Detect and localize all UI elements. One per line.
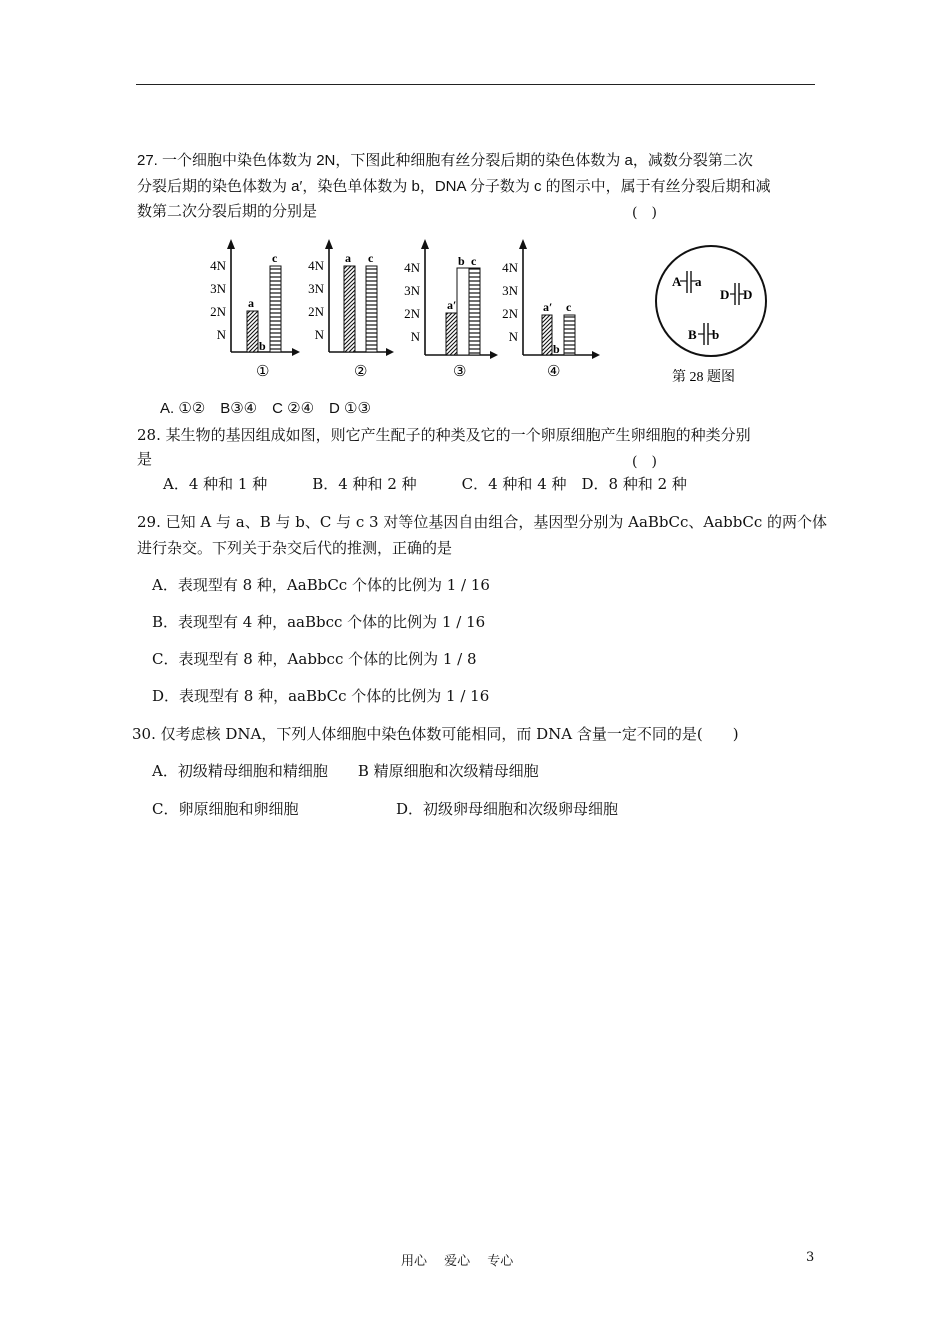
page-number: 3 — [806, 1250, 815, 1265]
chart3-label-b: b — [458, 254, 465, 268]
q28-answer-paren: ( ) — [632, 454, 657, 470]
chart2-bar-c — [366, 266, 377, 352]
q27-q28-figure — [190, 235, 790, 395]
chart3-label-c: c — [471, 254, 477, 268]
header-rule — [136, 84, 815, 85]
chart1-tick-4n: 4N — [210, 258, 226, 273]
chart-1 — [210, 239, 300, 380]
chart3-tick-n: N — [410, 329, 420, 344]
chart1-bar-a — [247, 311, 258, 352]
chart4-tick-3n: 3N — [502, 283, 518, 298]
cell-gene-B: B — [688, 327, 697, 342]
cell-diagram — [656, 246, 766, 385]
chart4-tick-4n: 4N — [502, 260, 518, 275]
chart1-tick-3n: 3N — [210, 281, 226, 296]
q29-option-c: C．表现型有 8 种，Aabbcc 个体的比例为 1 / 8 — [152, 650, 477, 668]
chart2-label-c: c — [368, 251, 374, 265]
cell-gene-D-left: D — [720, 287, 730, 302]
chart1-label-c: c — [272, 251, 278, 265]
cell-gene-b: b — [712, 327, 720, 342]
chart-3 — [404, 239, 498, 380]
chart-2 — [308, 239, 394, 380]
q30-option-ab: A．初级精母细胞和精细胞 B 精原细胞和次级精母细胞 — [152, 762, 539, 780]
chart3-bar-a — [446, 313, 457, 355]
chart3-number: ③ — [453, 364, 467, 380]
chart1-tick-2n: 2N — [210, 304, 226, 319]
chart4-tick-n: N — [508, 329, 518, 344]
chart1-number: ① — [256, 364, 270, 380]
q27-line2: 分裂后期的染色体数为 a′，染色单体数为 b，DNA 分子数为 c 的图示中，属于有丝分裂后期和减 — [137, 178, 771, 195]
q27-answer-paren: ( ) — [632, 205, 657, 221]
chart3-tick-3n: 3N — [404, 283, 420, 298]
q28-line1: 28. 某生物的基因组成如图，则它产生配子的种类及它的一个卵原细胞产生卵细胞的种类分别 — [137, 426, 751, 444]
chart-4 — [502, 239, 600, 380]
q29-option-d: D．表现型有 8 种，aaBbCc 个体的比例为 1 / 16 — [152, 687, 490, 705]
chart4-bar-c — [564, 315, 575, 355]
chart3-bar-c — [469, 268, 480, 355]
chart3-label-a: a′ — [447, 298, 457, 312]
footer-motto: 用心 爱心 专心 — [401, 1254, 514, 1269]
cell-caption: 第 28 题图 — [672, 370, 735, 385]
q30-line1: 30. 仅考虑核 DNA，下列人体细胞中染色体数可能相同，而 DNA 含量一定不同的是( ) — [132, 725, 739, 743]
q29-option-b: B．表现型有 4 种，aaBbcc 个体的比例为 1 / 16 — [152, 613, 486, 631]
q30-option-c: C．卵原细胞和卵细胞 — [152, 800, 299, 818]
q27-line3: 数第二次分裂后期的分别是 — [137, 202, 318, 220]
chart1-label-b: b — [259, 339, 266, 353]
chart4-label-b: b — [553, 342, 560, 356]
chart4-number: ④ — [547, 364, 561, 380]
q29-line1: 29. 已知 A 与 a、B 与 b、C 与 c 3 对等位基因自由组合，基因型分别为 AaBbCc、AabbCc 的两个体 — [137, 513, 828, 531]
q29-line2: 进行杂交。下列关于杂交后代的推测，正确的是 — [137, 539, 453, 557]
q29-option-a: A．表现型有 8 种，AaBbCc 个体的比例为 1 / 16 — [152, 576, 490, 594]
q30-option-d: D．初级卵母细胞和次级卵母细胞 — [396, 800, 619, 818]
chart4-bar-a — [542, 315, 552, 355]
cell-gene-D-right: D — [743, 287, 753, 302]
q27-options: A. ①② B③④ C ②④ D ①③ — [160, 400, 371, 417]
chart2-number: ② — [354, 364, 368, 380]
chart4-label-c: c — [566, 300, 572, 314]
chart2-bar-a — [344, 266, 355, 352]
chart1-label-a: a — [248, 296, 254, 310]
chart3-tick-2n: 2N — [404, 306, 420, 321]
q28-line2: 是 — [137, 450, 153, 468]
chart2-tick-4n: 4N — [308, 258, 324, 273]
chart4-label-a: a′ — [543, 300, 553, 314]
chart3-tick-4n: 4N — [404, 260, 420, 275]
chart2-label-a: a — [345, 251, 351, 265]
chart1-tick-n: N — [216, 327, 226, 342]
cell-gene-a: a — [695, 274, 702, 289]
cell-gene-A: A — [672, 274, 682, 289]
chart2-tick-3n: 3N — [308, 281, 324, 296]
chart2-tick-2n: 2N — [308, 304, 324, 319]
q28-options: A．4 种和 1 种 B．4 种和 2 种 C．4 种和 4 种 D．8 种和 2 种 — [163, 475, 687, 493]
q27-line1: 27. 一个细胞中染色体数为 2N，下图此种细胞有丝分裂后期的染色体数为 a，减数分裂第二次 — [137, 152, 753, 169]
chart3-bar-b — [457, 268, 469, 355]
chart1-bar-c — [270, 266, 281, 352]
chart2-tick-n: N — [314, 327, 324, 342]
chart4-tick-2n: 2N — [502, 306, 518, 321]
